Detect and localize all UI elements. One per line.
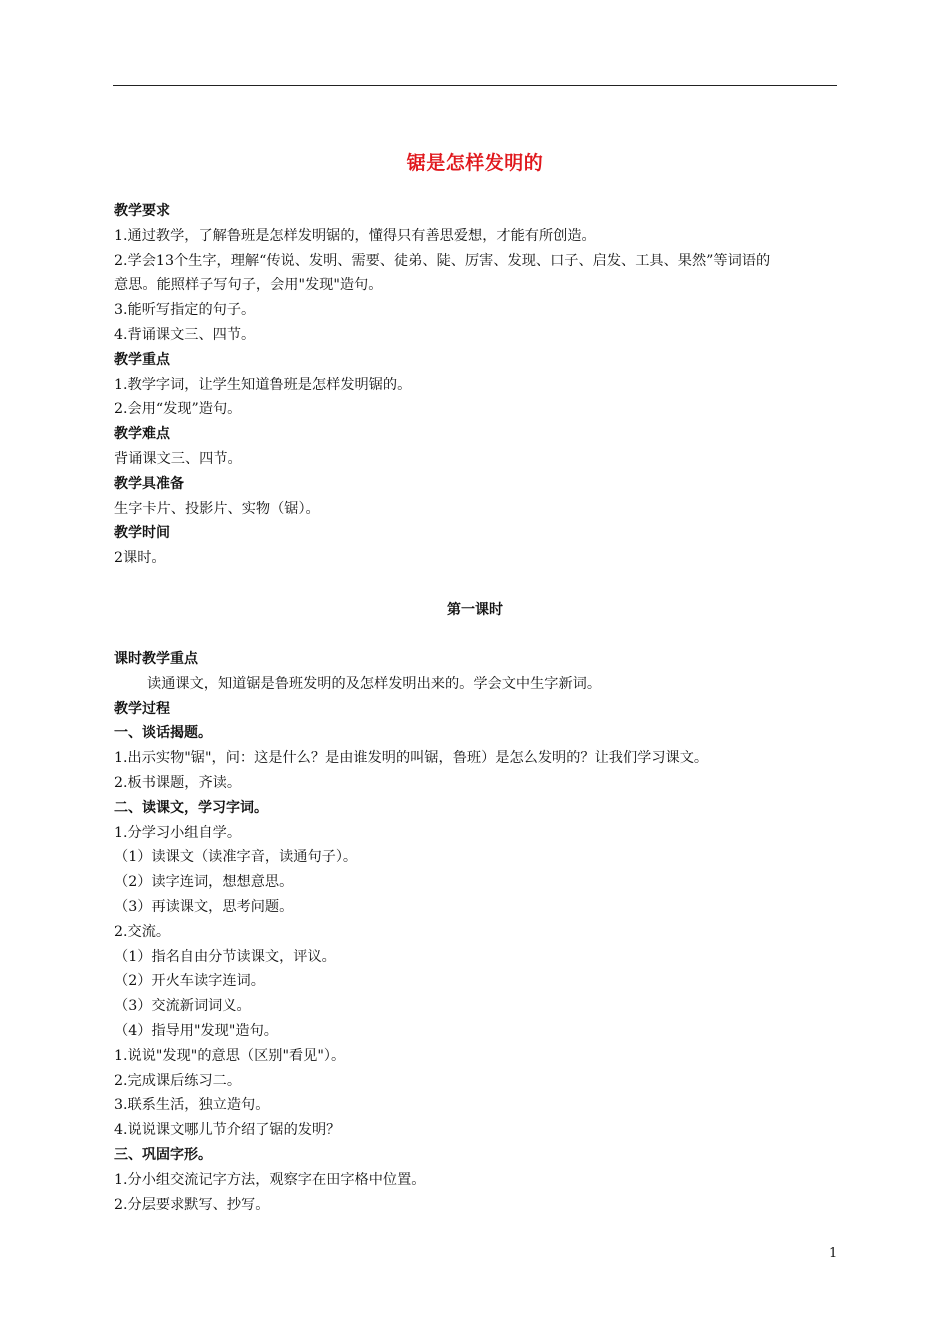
- heading-focus: 课时教学重点: [114, 651, 198, 667]
- heading-process: 教学过程: [114, 700, 170, 717]
- text-line: 3.联系生活，独立造句。: [114, 1097, 270, 1114]
- text-line: 1.出示实物"锯"，问：这是什么？是由谁发明的叫锯，鲁班）是怎么发明的？让我们学习课文。: [114, 750, 709, 767]
- text-line: （3）交流新词词义。: [114, 998, 251, 1015]
- text-line: 背诵课文三、四节。: [114, 450, 242, 467]
- text-line: （1）读课文（读准字音，读通句子）。: [114, 849, 358, 866]
- text-line: 1.通过教学，了解鲁班是怎样发明锯的，懂得只有善思爱想，才能有所创造。: [114, 227, 596, 244]
- step-heading: 三、巩固字形。: [114, 1146, 212, 1163]
- text-line: 读通课文，知道锯是鲁班发明的及怎样发明出来的。学会文中生字新词。: [147, 675, 602, 692]
- document-title: 锯是怎样发明的: [406, 152, 544, 174]
- text-line: 2.学会13个生字，理解“传说、发明、需要、徒弟、陡、厉害、发现、口子、启发、工具、果然”等词语的: [114, 252, 771, 269]
- text-line: 1.教学字词，让学生知道鲁班是怎样发明锯的。: [114, 376, 412, 393]
- text-line: （1）指名自由分节读课文，评议。: [114, 948, 336, 965]
- text-line: （3）再读课文，思考问题。: [114, 898, 294, 915]
- step-heading: 一、谈话揭题。: [114, 725, 212, 742]
- heading-requirements: 教学要求: [114, 203, 170, 219]
- text-line: 2.板书课题，齐读。: [114, 774, 242, 791]
- heading-preparation: 教学具准备: [114, 475, 184, 492]
- page-number: 1: [829, 1246, 838, 1261]
- text-line: （4）指导用"发现"造句。: [114, 1022, 278, 1039]
- text-line: 4.说说课文哪儿节介绍了锯的发明？: [114, 1122, 341, 1139]
- text-line: 1.分小组交流记字方法，观察字在田字格中位置。: [114, 1171, 426, 1188]
- text-line: （2）读字连词，想想意思。: [114, 874, 294, 891]
- text-line: 2.完成课后练习二。: [114, 1072, 242, 1089]
- text-line: 2.会用“发现”造句。: [114, 401, 242, 418]
- text-line: 4.背诵课文三、四节。: [114, 326, 256, 343]
- step-heading: 二、读课文，学习字词。: [114, 799, 268, 816]
- text-line: 生字卡片、投影片、实物（锯）。: [114, 500, 320, 517]
- text-line: 1.说说"发现"的意思（区别"看见"）。: [114, 1047, 346, 1064]
- lesson-heading: 第一课时: [447, 602, 503, 618]
- section-lesson-one: [114, 647, 844, 1217]
- text-line: 1.分学习小组自学。: [114, 824, 242, 841]
- heading-time: 教学时间: [114, 525, 170, 542]
- text-line: 2.分层要求默写、抄写。: [114, 1196, 270, 1213]
- text-line: 3.能听写指定的句子。: [114, 302, 256, 319]
- header-rule: [113, 85, 837, 86]
- text-line: 2课时。: [114, 550, 166, 567]
- section-requirements: [114, 199, 844, 571]
- text-line: 2.交流。: [114, 923, 171, 940]
- text-line: （2）开火车读字连词。: [114, 973, 265, 990]
- text-line: 意思。能照样子写句子，会用"发现"造句。: [114, 277, 383, 294]
- heading-difficulties: 教学难点: [114, 426, 170, 443]
- heading-key-points: 教学重点: [114, 351, 170, 368]
